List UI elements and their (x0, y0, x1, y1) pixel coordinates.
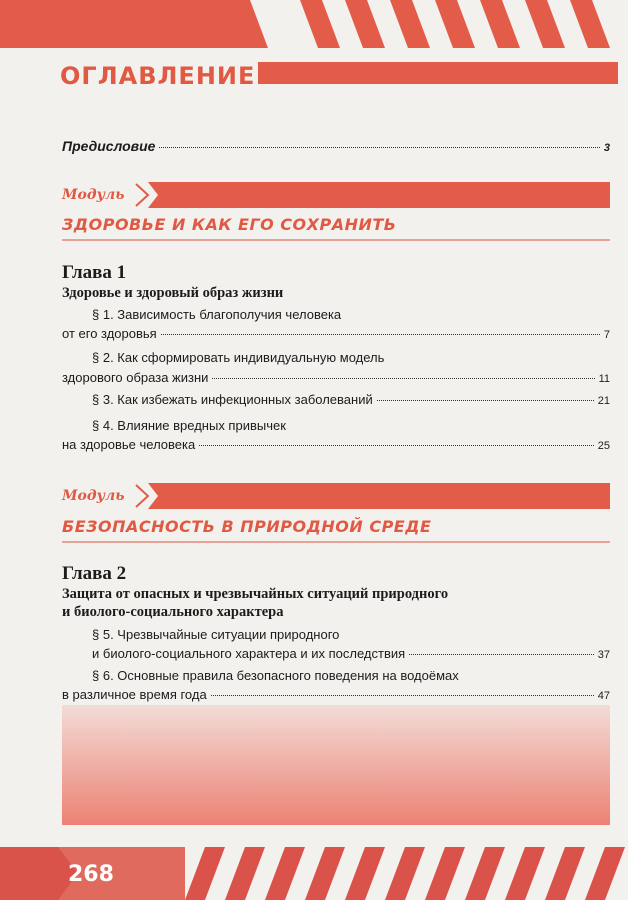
toc-entry-section-3[interactable] (92, 392, 610, 407)
module-1-banner (60, 182, 610, 208)
toc-entry-section-6[interactable] (62, 687, 610, 702)
section-5-page: 37 (597, 649, 610, 661)
section-3-line1: § 3. Как избежать инфекционных заболеваний (92, 392, 373, 407)
dot-leader (377, 400, 594, 401)
dot-leader (159, 147, 599, 148)
chapter-2-title-line1: Защита от опасных и чрезвычайных ситуаций природного (62, 586, 449, 602)
section-2-line2: здорового образа жизни (62, 370, 209, 385)
section-5-line1[interactable]: § 5. Чрезвычайные ситуации природного (92, 627, 340, 642)
section-6-page: 47 (597, 690, 610, 702)
section-4-line1[interactable]: § 4. Влияние вредных привычек (92, 418, 286, 433)
chapter-2-heading: Глава 2 (62, 563, 127, 584)
section-1-line1[interactable]: § 1. Зависимость благополучия человека (92, 307, 342, 322)
dot-leader (161, 334, 600, 335)
section-6-line2: в различное время года (62, 687, 207, 702)
dot-leader (211, 695, 594, 696)
module-1-rule (62, 239, 610, 241)
chapter-2-title-line2: и биолого-социального характера (62, 604, 284, 620)
module-1-title: ЗДОРОВЬЕ И КАК ЕГО СОХРАНИТЬ (62, 215, 397, 234)
chapter-1-heading: Глава 1 (62, 262, 127, 283)
section-1-page: 7 (603, 329, 610, 341)
chapter-1-title: Здоровье и здоровый образ жизни (62, 285, 284, 301)
title-accent-bar (258, 62, 618, 84)
section-1-line2: от его здоровья (62, 326, 157, 341)
section-6-line1[interactable]: § 6. Основные правила безопасного поведения на водоёмах (92, 668, 459, 683)
section-5-line2: и биолого-социального характера и их последствия (92, 646, 406, 661)
toc-entry-section-2[interactable] (62, 370, 610, 385)
dot-leader (409, 654, 594, 655)
preface-label: Предисловие (62, 138, 156, 154)
section-4-page: 25 (597, 440, 610, 452)
toc-entry-section-4[interactable] (62, 437, 610, 452)
top-stripe-decoration (0, 0, 628, 48)
toc-entry-preface[interactable] (62, 138, 610, 154)
bottom-gradient-panel (62, 705, 610, 825)
section-4-line2: на здоровье человека (62, 437, 196, 452)
module-2-banner (60, 483, 610, 509)
toc-entry-section-5[interactable] (92, 646, 610, 661)
toc-entry-section-1[interactable] (62, 326, 610, 341)
section-3-page: 21 (597, 395, 610, 407)
preface-page: 3 (603, 142, 610, 154)
toc-title: ОГЛАВЛЕНИЕ (60, 62, 256, 90)
dot-leader (212, 378, 594, 379)
module-2-word: Модуль (62, 488, 125, 504)
section-2-line1[interactable]: § 2. Как сформировать индивидуальную модель (92, 350, 385, 365)
section-2-page: 11 (598, 373, 610, 385)
dot-leader (199, 445, 594, 446)
module-1-word: Модуль (62, 187, 125, 203)
page-number: 268 (68, 862, 114, 887)
module-2-title: БЕЗОПАСНОСТЬ В ПРИРОДНОЙ СРЕДЕ (62, 517, 432, 536)
module-2-rule (62, 541, 610, 543)
